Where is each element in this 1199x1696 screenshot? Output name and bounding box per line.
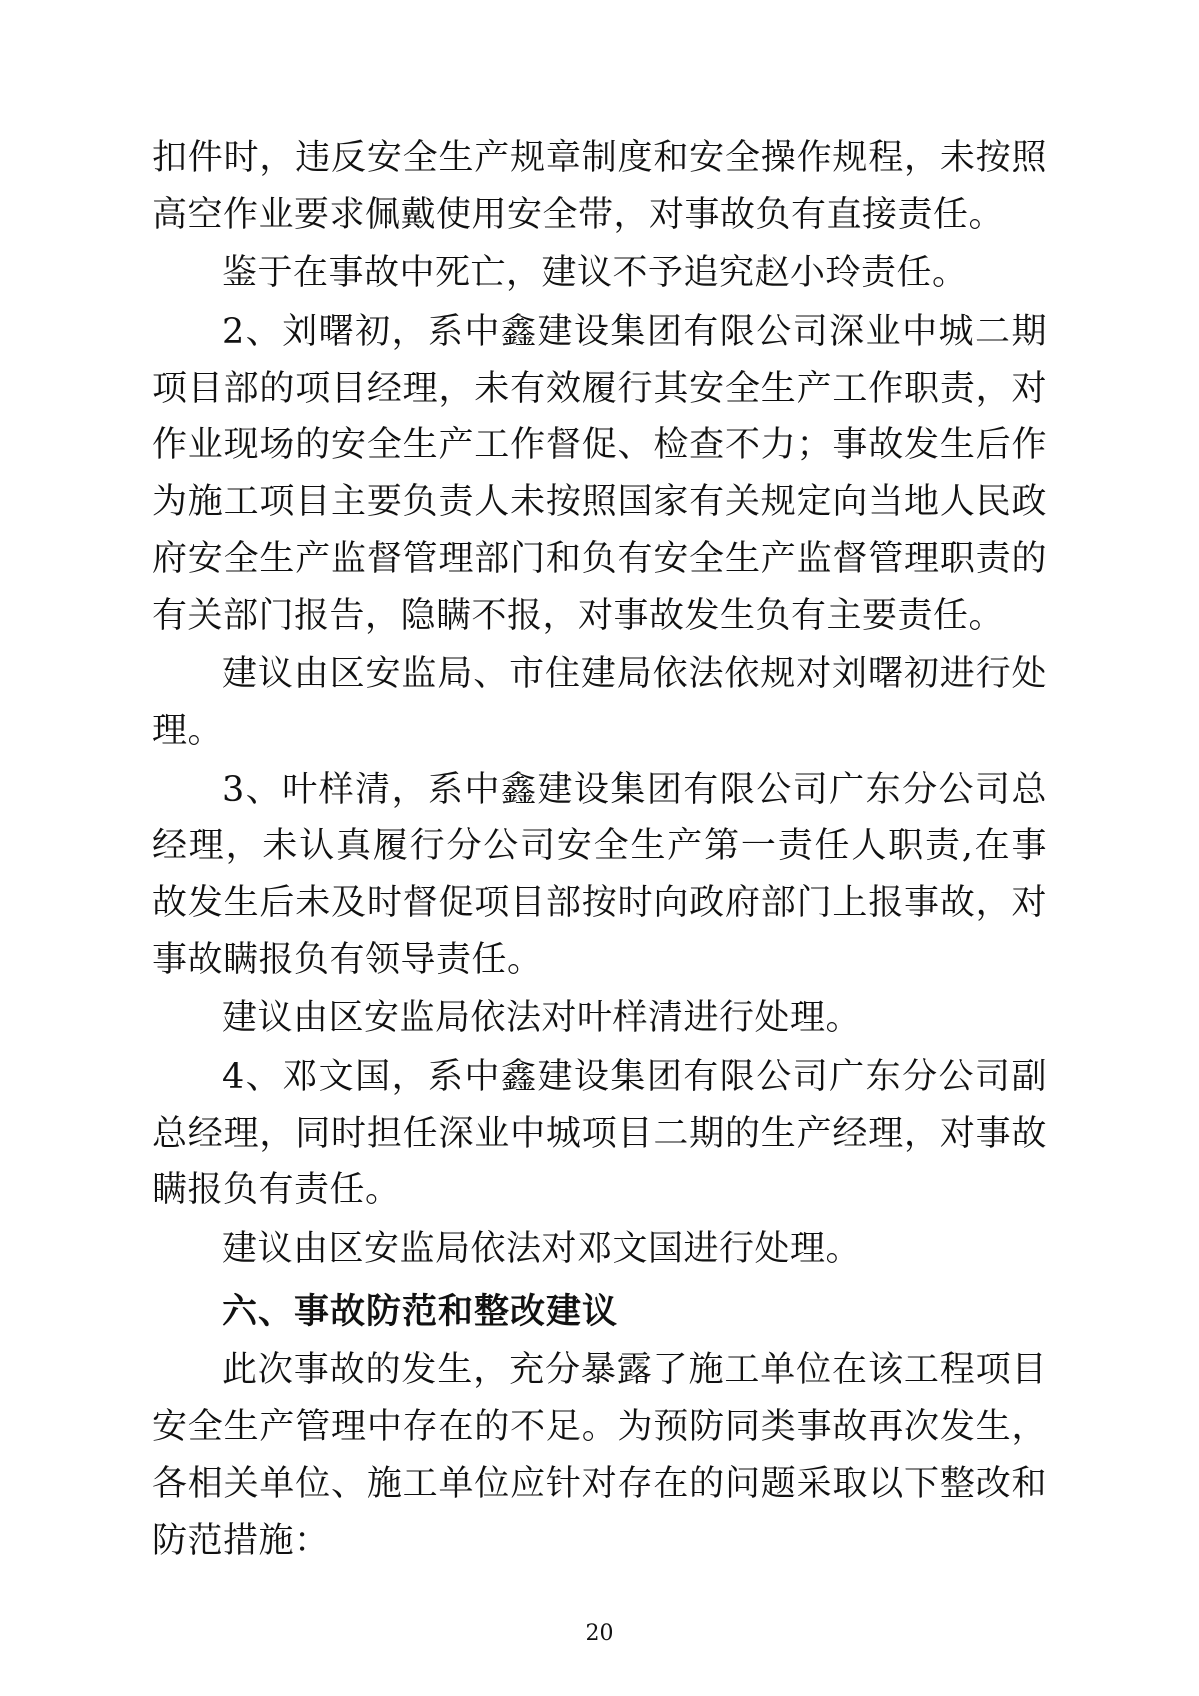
paragraph-zhao-xiaoling-suggestion: 鉴于在事故中死亡，建议不予追究赵小玲责任。 — [222, 253, 968, 294]
paragraph-item-4-deng-wenguo: 4、邓文国，系中鑫建设集团有限公司广东分公司副总经理，同时担任深业中城项目二期的生产经理，对事故瞒报负有责任。 — [152, 1057, 1047, 1211]
paragraph-item-2-suggestion: 建议由区安监局、市住建局依法依规对刘曙初进行处理。 — [152, 654, 1047, 751]
paragraph-item-3-suggestion: 建议由区安监局依法对叶样清进行处理。 — [222, 998, 862, 1039]
paragraph-item-2-liu-shuchu: 2、刘曙初，系中鑫建设集团有限公司深业中城二期项目部的项目经理，未有效履行其安全生产工作职责，对作业现场的安全生产工作督促、检查不力；事故发生后作为施工项目主要负责人未按照国家有关规定向当地人民政府安全生产监督管理部门和负有安全生产监督管理职责的有关部门报告，隐瞒不报，对事故发生负有主要责任。 — [152, 312, 1047, 636]
section-heading-six: 六、事故防范和整改建议 — [222, 1291, 619, 1332]
paragraph-section-six-body: 此次事故的发生，充分暴露了施工单位在该工程项目安全生产管理中存在的不足。为预防同类事故再次发生，各相关单位、施工单位应针对存在的问题采取以下整改和防范措施： — [152, 1350, 1047, 1561]
paragraph-item-3-ye-yangqing: 3、叶样清，系中鑫建设集团有限公司广东分公司总经理，未认真履行分公司安全生产第一责任人职责,在事故发生后未及时督促项目部按时向政府部门上报事故，对事故瞒报负有领导责任。 — [152, 769, 1047, 980]
document-body — [152, 130, 1047, 1569]
paragraph-continued-liability: 扣件时，违反安全生产规章制度和安全操作规程，未按照高空作业要求佩戴使用安全带，对事故负有直接责任。 — [152, 138, 1047, 235]
page-number: 20 — [585, 1621, 614, 1646]
paragraph-item-4-suggestion: 建议由区安监局依法对邓文国进行处理。 — [222, 1229, 862, 1270]
